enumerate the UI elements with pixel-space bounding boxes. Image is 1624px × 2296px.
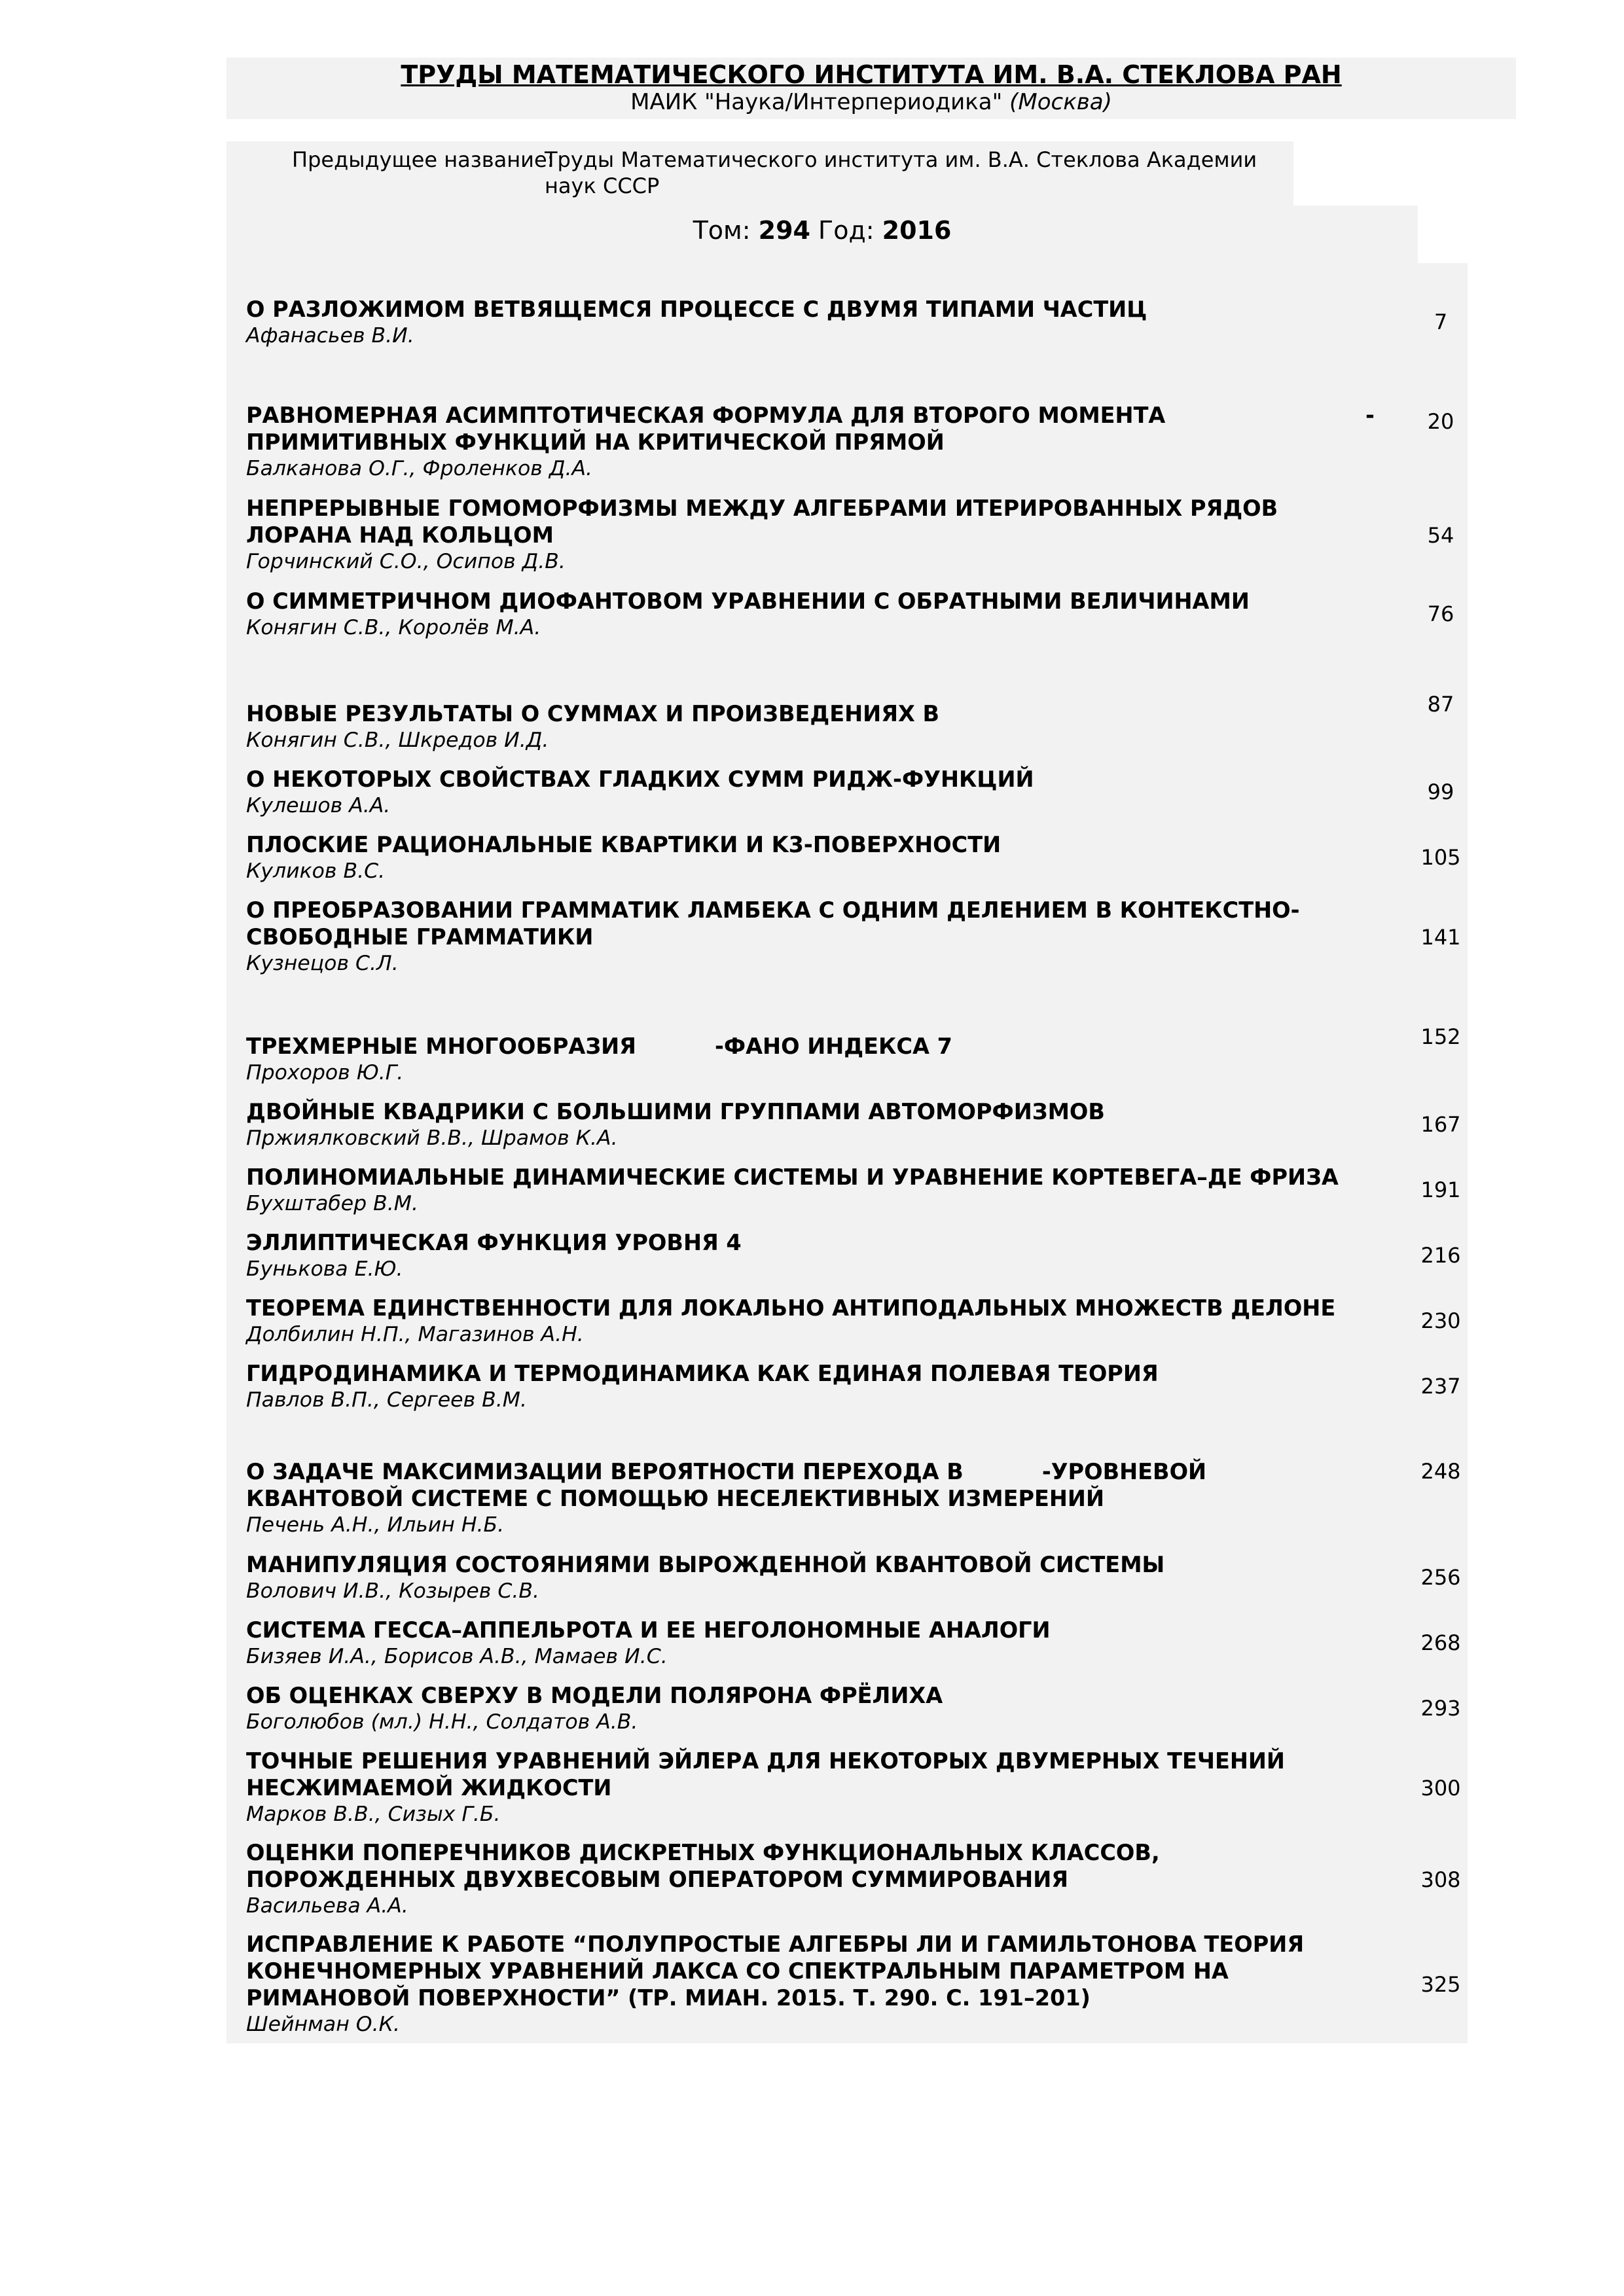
article-title-part-b: -ФАНО ИНДЕКСА 7 <box>714 1033 952 1059</box>
toc-entry <box>246 1458 1461 1539</box>
article-authors: Печень А.Н., Ильин Н.Б. <box>246 1513 505 1537</box>
page-number: 325 <box>1420 1972 1461 1997</box>
article-title[interactable]: ОБ ОЦЕНКАХ СВЕРХУ В МОДЕЛИ ПОЛЯРОНА ФРЁЛИХА <box>246 1683 943 1708</box>
article-title[interactable]: ИСПРАВЛЕНИЕ К РАБОТЕ “ПОЛУПРОСТЫЕ АЛГЕБРЫ ЛИ И ГАМИЛЬТОНОВА ТЕОРИЯ КОНЕЧНОМЕРНЫХ УРАВНЕНИЙ ЛАКСА СО СПЕКТРАЛЬНЫМ ПАРАМЕТРОМ НА РИМАНОВОЙ ПОВЕРХНОСТИ” (ТР. МИАН. 2015. Т. 290. С. 191–201) <box>246 1931 1305 2011</box>
article-title[interactable]: ПОЛИНОМИАЛЬНЫЕ ДИНАМИЧЕСКИЕ СИСТЕМЫ И УРАВНЕНИЕ КОРТЕВЕГА–ДЕ ФРИЗА <box>246 1164 1339 1190</box>
toc-entry <box>246 831 1461 885</box>
article-authors: Долбилин Н.П., Магазинов А.Н. <box>246 1323 584 1346</box>
article-authors: Васильева А.А. <box>246 1894 408 1918</box>
page-number: 230 <box>1420 1308 1461 1333</box>
journal-title[interactable]: ТРУДЫ МАТЕМАТИЧЕСКОГО ИНСТИТУТА ИМ. В.А. СТЕКЛОВА РАН <box>401 60 1342 89</box>
article-authors: Бунькова Е.Ю. <box>246 1257 403 1281</box>
article-title[interactable]: О СИММЕТРИЧНОМ ДИОФАНТОВОМ УРАВНЕНИИ С ОБРАТНЫМИ ВЕЛИЧИНАМИ <box>246 588 1250 614</box>
toc-entry <box>246 1617 1461 1670</box>
article-authors: Конягин С.В., Шкредов И.Д. <box>246 728 549 752</box>
previous-name-label: Предыдущее название: <box>292 147 554 172</box>
article-authors: Конягин С.В., Королёв М.А. <box>246 616 541 639</box>
toc-entry <box>246 588 1457 641</box>
article-authors: Волович И.В., Козырев С.В. <box>246 1579 540 1603</box>
article-title[interactable] <box>246 1458 1359 1512</box>
article-title[interactable]: ТЕОРЕМА ЕДИНСТВЕННОСТИ ДЛЯ ЛОКАЛЬНО АНТИПОДАЛЬНЫХ МНОЖЕСТВ ДЕЛОНЕ <box>246 1295 1336 1321</box>
volume-year-line <box>226 206 1418 263</box>
toc-entry <box>246 1295 1461 1348</box>
article-title[interactable]: НЕПРЕРЫВНЫЕ ГОМОМОРФИЗМЫ МЕЖДУ АЛГЕБРАМИ ИТЕРИРОВАННЫХ РЯДОВ ЛОРАНА НАД КОЛЬЦОМ <box>246 495 1278 548</box>
article-title[interactable]: О РАЗЛОЖИМОМ ВЕТВЯЩЕМСЯ ПРОЦЕССЕ С ДВУМЯ ТИПАМИ ЧАСТИЦ <box>246 296 1147 322</box>
publisher-city: (Москва) <box>1009 89 1112 115</box>
article-title[interactable]: ОЦЕНКИ ПОПЕРЕЧНИКОВ ДИСКРЕТНЫХ ФУНКЦИОНАЛЬНЫХ КЛАССОВ, ПОРОЖДЕННЫХ ДВУХВЕСОВЫМ ОПЕРАТОРОМ СУММИРОВАНИЯ <box>246 1840 1160 1892</box>
article-authors: Прохоров Ю.Г. <box>246 1061 404 1085</box>
article-authors: Бухштабер В.М. <box>246 1192 418 1215</box>
toc-entry <box>246 1024 1461 1086</box>
page-number: 256 <box>1420 1565 1461 1590</box>
page-number: 7 <box>1434 310 1448 334</box>
volume-label: Том: <box>693 216 751 245</box>
toc-entry <box>246 897 1461 977</box>
page-number: 99 <box>1427 780 1454 804</box>
toc-entry <box>246 1748 1461 1828</box>
previous-name-value: Труды Математического института им. В.А. Стеклова Академии наук СССР <box>545 147 1257 198</box>
page-number: 141 <box>1420 925 1461 950</box>
page-number: 87 <box>1427 692 1454 717</box>
article-authors: Марков В.В., Сизых Г.Б. <box>246 1803 501 1826</box>
article-title[interactable]: НОВЫЕ РЕЗУЛЬТАТЫ О СУММАХ И ПРОИЗВЕДЕНИЯХ В <box>246 701 940 726</box>
article-authors: Куликов В.С. <box>246 859 386 883</box>
page-number: 54 <box>1427 523 1454 548</box>
article-authors: Боголюбов (мл.) Н.Н., Солдатов А.В. <box>246 1710 638 1734</box>
publisher-name: МАИК "Наука/Интерпериодика" <box>630 89 1003 115</box>
article-title[interactable]: ПЛОСКИЕ РАЦИОНАЛЬНЫЕ КВАРТИКИ И K3-ПОВЕРХНОСТИ <box>246 832 1001 857</box>
toc-entry <box>246 1682 1461 1736</box>
toc-entry <box>246 1164 1461 1217</box>
page-number: 20 <box>1427 409 1454 434</box>
volume-number: 294 <box>758 216 810 245</box>
article-title[interactable]: МАНИПУЛЯЦИЯ СОСТОЯНИЯМИ ВЫРОЖДЕННОЙ КВАНТОВОЙ СИСТЕМЫ <box>246 1552 1165 1577</box>
page-number: 268 <box>1420 1630 1461 1655</box>
page-number: 216 <box>1420 1243 1461 1268</box>
year-number: 2016 <box>882 216 952 245</box>
page-number: 248 <box>1420 1459 1461 1484</box>
article-authors: Пржиялковский В.В., Шрамов К.А. <box>246 1126 618 1150</box>
page-number: 300 <box>1420 1776 1461 1801</box>
toc-entry <box>246 1098 1461 1152</box>
year-label: Год: <box>818 216 875 245</box>
article-title-part-a: О ЗАДАЧЕ МАКСИМИЗАЦИИ ВЕРОЯТНОСТИ ПЕРЕХОДА В <box>246 1459 964 1484</box>
toc-entry <box>246 296 1457 350</box>
publisher-line <box>226 89 1516 115</box>
page-number: 191 <box>1420 1177 1461 1202</box>
toc-entry <box>246 1839 1461 1920</box>
article-title[interactable]: ЭЛЛИПТИЧЕСКАЯ ФУНКЦИЯ УРОВНЯ 4 <box>246 1230 742 1255</box>
page-number: 308 <box>1420 1867 1461 1892</box>
article-title-part-b: -УРОВНЕВОЙ КВАНТОВОЙ СИСТЕМЕ С ПОМОЩЬЮ НЕСЕЛЕКТИВНЫХ ИЗМЕРЕНИЙ <box>246 1459 1207 1511</box>
page-number: 167 <box>1420 1112 1461 1137</box>
toc-entry <box>246 1360 1461 1414</box>
article-title[interactable]: РАВНОМЕРНАЯ АСИМПТОТИЧЕСКАЯ ФОРМУЛА ДЛЯ ВТОРОГО МОМЕНТА ПРИМИТИВНЫХ ФУНКЦИЙ НА КРИТИЧЕСКОЙ ПРЯМОЙ <box>246 403 1166 455</box>
article-title[interactable]: ТОЧНЫЕ РЕШЕНИЯ УРАВНЕНИЙ ЭЙЛЕРА ДЛЯ НЕКОТОРЫХ ДВУМЕРНЫХ ТЕЧЕНИЙ НЕСЖИМАЕМОЙ ЖИДКОСТИ <box>246 1748 1285 1801</box>
article-title-part-a: ТРЕХМЕРНЫЕ МНОГООБРАЗИЯ <box>246 1033 636 1059</box>
article-authors: Бизяев И.А., Борисов А.В., Мамаев И.С. <box>246 1645 668 1668</box>
toc-entry <box>246 1229 1461 1283</box>
page-number: 105 <box>1420 845 1461 870</box>
article-authors: Павлов В.П., Сергеев В.М. <box>246 1388 527 1412</box>
page-number: 237 <box>1420 1374 1461 1399</box>
title-dash: - <box>1365 403 1375 428</box>
article-authors: Кулешов А.А. <box>246 794 391 817</box>
toc-entry <box>246 766 1457 819</box>
article-title[interactable]: ГИДРОДИНАМИКА И ТЕРМОДИНАМИКА КАК ЕДИНАЯ ПОЛЕВАЯ ТЕОРИЯ <box>246 1361 1159 1386</box>
previous-name-box <box>226 141 1293 206</box>
toc-entry <box>246 1931 1461 2038</box>
toc-entry <box>246 1551 1461 1605</box>
toc-entry <box>246 692 1457 754</box>
article-authors: Афанасьев В.И. <box>246 324 414 348</box>
article-title[interactable] <box>246 1033 1359 1060</box>
article-authors: Горчинский С.О., Осипов Д.В. <box>246 550 566 573</box>
article-authors: Балканова О.Г., Фроленков Д.А. <box>246 457 593 480</box>
toc-entry <box>246 402 1457 482</box>
article-authors: Шейнман О.К. <box>246 2013 400 2036</box>
table-of-contents <box>226 263 1468 2043</box>
article-title[interactable]: О НЕКОТОРЫХ СВОЙСТВАХ ГЛАДКИХ СУММ РИДЖ-ФУНКЦИЙ <box>246 766 1034 792</box>
article-title[interactable]: СИСТЕМА ГЕССА–АППЕЛЬРОТА И ЕЕ НЕГОЛОНОМНЫЕ АНАЛОГИ <box>246 1617 1051 1643</box>
page-number: 76 <box>1427 601 1454 626</box>
journal-header <box>226 58 1516 119</box>
article-title[interactable]: ДВОЙНЫЕ КВАДРИКИ С БОЛЬШИМИ ГРУППАМИ АВТОМОРФИЗМОВ <box>246 1099 1105 1124</box>
article-authors: Кузнецов С.Л. <box>246 952 399 975</box>
article-title[interactable]: О ПРЕОБРАЗОВАНИИ ГРАММАТИК ЛАМБЕКА С ОДНИМ ДЕЛЕНИЕМ В КОНТЕКСТНО-СВОБОДНЫЕ ГРАММАТИКИ <box>246 897 1300 950</box>
page-number: 152 <box>1420 1024 1461 1049</box>
page-number: 293 <box>1420 1696 1461 1721</box>
toc-entry <box>246 495 1457 575</box>
